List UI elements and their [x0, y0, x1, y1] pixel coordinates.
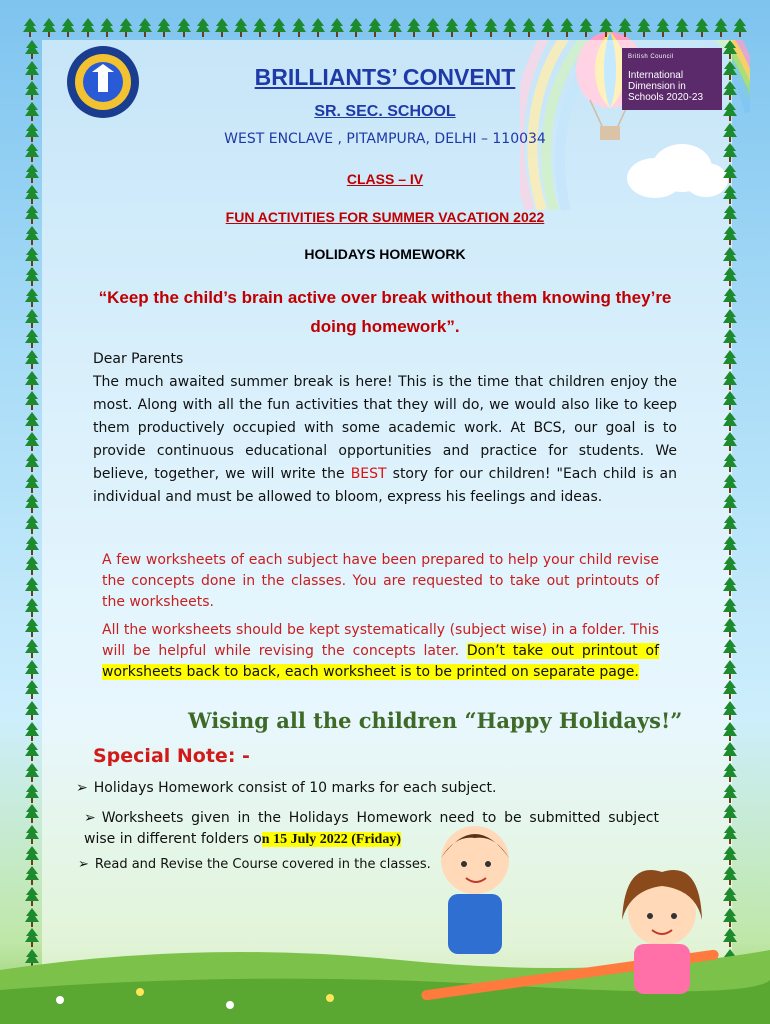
tree-icon [348, 18, 364, 38]
tree-icon [99, 18, 115, 38]
tree-icon [137, 18, 153, 38]
special-note-title: Special Note: - [93, 745, 250, 767]
activities-heading: FUN ACTIVITIES FOR SUMMER VACATION 2022 [225, 209, 545, 225]
tree-icon [195, 18, 211, 38]
tree-icon [24, 453, 40, 473]
holiday-wish: Wising all the children “Happy Holidays!” [188, 708, 683, 733]
tree-icon [463, 18, 479, 38]
tree-icon [722, 722, 738, 742]
special-note-item-text: Read and Revise the Course covered in the classes. [94, 857, 431, 872]
tree-icon [502, 18, 518, 38]
tree-icon [636, 18, 652, 38]
tree-icon [406, 18, 422, 38]
tree-icon [722, 453, 738, 473]
tree-icon [722, 412, 738, 432]
tree-icon [722, 350, 738, 370]
arrow-bullet-icon: ➢ [84, 810, 96, 826]
letter-body-part1: The much awaited summer break is here! This is the time that children enjoy the most. Along with all the fun activities that they will do, we would also like to keep them productively occupied with some academic work. At BCS, our goal is to provide continuous educational opportunities and practice for students. We believe, together, we will write the [93, 374, 677, 482]
tree-icon [24, 350, 40, 370]
tree-icon [722, 701, 738, 721]
tree-icon [722, 598, 738, 618]
tree-icon [24, 866, 40, 886]
badge-award: International Dimension in Schools 2020-23 [628, 70, 704, 103]
school-address: WEST ENCLAVE , PITAMPURA, DELHI – 110034 [224, 131, 546, 147]
letter-salutation: Dear Parents [93, 351, 184, 367]
tree-icon [24, 742, 40, 762]
tree-icon [722, 432, 738, 452]
tree-icon [24, 329, 40, 349]
tree-icon [24, 40, 40, 60]
letter-body [93, 371, 677, 509]
tree-icon [722, 742, 738, 762]
worksheets-paragraph-2-text: All the worksheets should be kept systematically (subject wise) in a folder. This will be helpful while revising the concepts later. [102, 622, 659, 659]
tree-icon [24, 763, 40, 783]
tree-icon [722, 371, 738, 391]
school-subtitle: SR. SEC. SCHOOL [314, 103, 456, 120]
tree-icon [24, 536, 40, 556]
tree-icon [722, 660, 738, 680]
badge-organisation: British Council [628, 54, 674, 60]
tree-icon [722, 515, 738, 535]
tree-icon [722, 40, 738, 60]
tree-icon [233, 18, 249, 38]
special-note-item-text: Worksheets given in the Holidays Homework need to be submitted subject wise in different folders o [84, 810, 659, 847]
tree-icon [24, 288, 40, 308]
tree-icon [483, 18, 499, 38]
tree-border-top [22, 18, 748, 42]
motivational-quote: “Keep the child’s brain active over break without them knowing they’re doing homework”. [98, 288, 672, 336]
worksheets-highlight: Don’t take out printout of worksheets back to back, each worksheet is to be printed on separate page. [102, 643, 659, 680]
tree-icon [387, 18, 403, 38]
tree-icon [722, 784, 738, 804]
tree-icon [24, 412, 40, 432]
worksheets-paragraph-2 [102, 620, 659, 683]
tree-icon [24, 887, 40, 907]
tree-icon [722, 494, 738, 514]
tree-icon [713, 18, 729, 38]
tree-icon [24, 185, 40, 205]
homework-heading: HOLIDAYS HOMEWORK [304, 246, 466, 262]
class-heading: CLASS – IV [346, 171, 424, 187]
tree-icon [118, 18, 134, 38]
tree-icon [80, 18, 96, 38]
tree-icon [24, 556, 40, 576]
tree-icon [540, 18, 556, 38]
tree-icon [156, 18, 172, 38]
tree-icon [694, 18, 710, 38]
tree-icon [24, 618, 40, 638]
tree-icon [252, 18, 268, 38]
tree-icon [24, 494, 40, 514]
tree-icon [291, 18, 307, 38]
tree-icon [655, 18, 671, 38]
tree-icon [24, 846, 40, 866]
tree-icon [722, 536, 738, 556]
tree-icon [60, 18, 76, 38]
tree-icon [24, 474, 40, 494]
tree-icon [722, 288, 738, 308]
best-word: BEST [350, 466, 387, 482]
tree-icon [578, 18, 594, 38]
tree-icon [722, 185, 738, 205]
tree-icon [722, 680, 738, 700]
tree-icon [24, 577, 40, 597]
tree-icon [41, 18, 57, 38]
tree-icon [722, 226, 738, 246]
tree-icon [722, 763, 738, 783]
tree-icon [24, 825, 40, 845]
tree-icon [425, 18, 441, 38]
tree-icon [214, 18, 230, 38]
tree-icon [722, 391, 738, 411]
tree-icon [271, 18, 287, 38]
tree-icon [310, 18, 326, 38]
tree-icon [722, 618, 738, 638]
children-seesaw-illustration [400, 820, 730, 1010]
tree-icon [444, 18, 460, 38]
tree-icon [24, 701, 40, 721]
tree-icon [24, 680, 40, 700]
tree-icon [617, 18, 633, 38]
submission-date: n 15 July 2022 (Friday) [261, 832, 402, 847]
arrow-bullet-icon: ➢ [76, 780, 88, 796]
tree-icon [24, 515, 40, 535]
tree-icon [24, 639, 40, 659]
tree-icon [24, 371, 40, 391]
special-note-item-text: Holidays Homework consist of 10 marks for each subject. [93, 780, 497, 796]
tree-icon [598, 18, 614, 38]
tree-icon [24, 267, 40, 287]
tree-icon [674, 18, 690, 38]
tree-icon [22, 18, 38, 38]
special-note-item [78, 857, 431, 872]
special-note-item [76, 780, 496, 796]
letter-body-part2: story for our children! "Each child is an individual and must be allowed to bloom, express his feelings and ideas. [93, 466, 677, 505]
tree-icon [559, 18, 575, 38]
tree-icon [329, 18, 345, 38]
tree-icon [24, 908, 40, 928]
parent-letter [93, 348, 677, 509]
arrow-bullet-icon: ➢ [78, 857, 89, 872]
tree-icon [521, 18, 537, 38]
tree-icon [367, 18, 383, 38]
tree-icon [722, 474, 738, 494]
tree-icon [732, 18, 748, 38]
tree-icon [24, 804, 40, 824]
tree-icon [24, 660, 40, 680]
tree-icon [722, 267, 738, 287]
tree-icon [24, 722, 40, 742]
tree-icon [176, 18, 192, 38]
school-name: BRILLIANTS’ CONVENT [254, 64, 516, 90]
tree-icon [24, 226, 40, 246]
tree-icon [722, 556, 738, 576]
tree-icon [24, 432, 40, 452]
tree-icon [722, 309, 738, 329]
tree-icon [24, 309, 40, 329]
tree-icon [24, 598, 40, 618]
tree-icon [24, 784, 40, 804]
tree-icon [722, 639, 738, 659]
tree-icon [722, 577, 738, 597]
tree-icon [722, 329, 738, 349]
worksheets-paragraph-1: A few worksheets of each subject have been prepared to help your child revise the concepts done in the classes. You are requested to take out printouts of the worksheets. [102, 552, 659, 610]
tree-icon [24, 391, 40, 411]
